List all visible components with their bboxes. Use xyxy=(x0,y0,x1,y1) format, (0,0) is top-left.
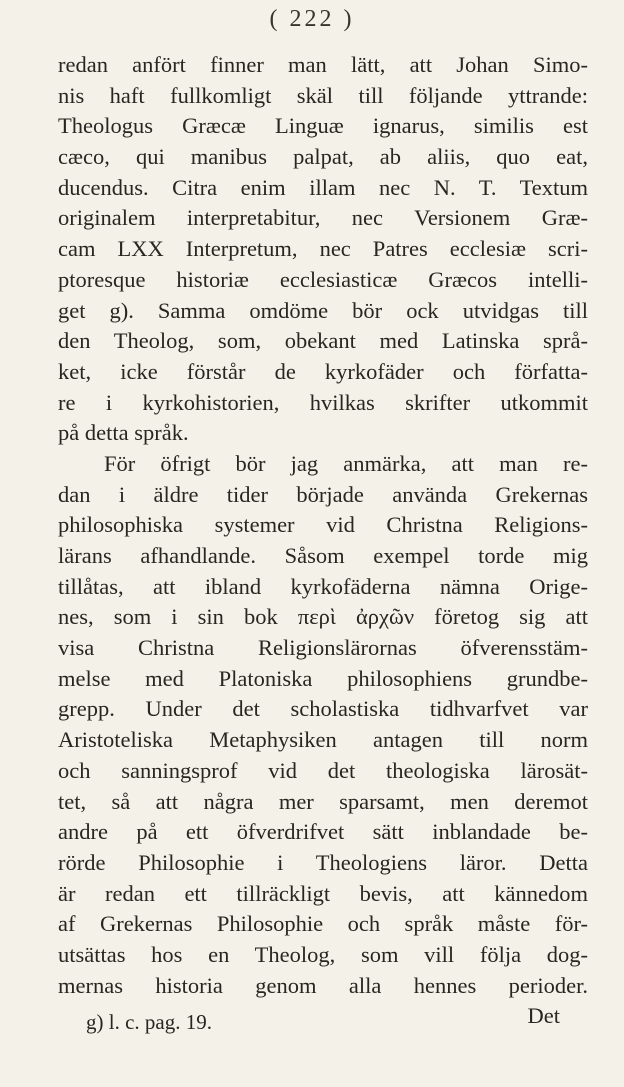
footnote: g) l. c. pag. 19. xyxy=(86,1010,212,1034)
text-line: cæco, qui manibus palpat, ab aliis, quo eat, xyxy=(58,144,588,170)
text-line: redan anfört finner man lätt, att Johan Simo- xyxy=(58,52,588,77)
text-line: Aristoteliska Metaphysiken antagen till norm xyxy=(58,727,588,753)
paragraph-start-line: För öfrigt bör jag anmärka, att man re- xyxy=(104,450,588,476)
text-line: re i kyrkohistorien, hvilkas skrifter utkommit xyxy=(58,389,588,415)
text-line: mernas historia genom alla hennes perioder. xyxy=(58,972,588,998)
text-line: ducendus. Citra enim illam nec N. T. Textum xyxy=(58,174,588,200)
text-line: Theologus Græcæ Linguæ ignarus, similis est xyxy=(58,113,588,139)
text-line: är redan ett tillräckligt bevis, att kännedom xyxy=(58,880,588,906)
text-line: dan i äldre tider började använda Grekernas xyxy=(58,481,588,507)
text-line: ket, icke förstår de kyrkofäder och författa- xyxy=(58,358,588,384)
text-line: nes, som i sin bok περὶ ἀρχῶν företog sig att xyxy=(58,604,588,630)
text-line: get g). Samma omdöme bör ock utvidgas till xyxy=(58,297,588,323)
text-line: visa Christna Religionslärornas öfverensstäm- xyxy=(58,635,588,661)
text-line: tillåtas, att ibland kyrkofäderna nämna Orige- xyxy=(58,573,588,599)
text-line: nis haft fullkomligt skäl till följande yttrande: xyxy=(58,82,588,108)
body-text xyxy=(58,50,588,1032)
text-line: grepp. Under det scholastiska tidhvarfvet var xyxy=(58,696,588,722)
paragraph-end-line: på detta språk. xyxy=(58,420,189,446)
text-line: och sanningsprof vid det theologiska lärosät- xyxy=(58,757,588,783)
text-line: den Theolog, som, obekant med Latinska språ- xyxy=(58,328,588,354)
text-line: cam LXX Interpretum, nec Patres ecclesiæ scri- xyxy=(58,236,588,262)
page-number: ( 222 ) xyxy=(269,6,355,32)
text-line: melse med Platoniska philosophiens grundbe- xyxy=(58,665,588,691)
text-line: tet, så att några mer sparsamt, men deremot xyxy=(58,788,588,814)
text-line: philosophiska systemer vid Christna Religions- xyxy=(58,512,588,538)
text-line: utsättas hos en Theolog, som vill följa dog- xyxy=(58,941,588,967)
text-line: af Grekernas Philosophie och språk måste för- xyxy=(58,911,588,937)
text-line: andre på ett öfverdrifvet sätt inblandade be- xyxy=(58,819,588,845)
text-line: ptoresque historiæ ecclesiasticæ Græcos intelli- xyxy=(58,266,588,292)
text-line: rörde Philosophie i Theologiens läror. Detta xyxy=(58,849,588,875)
text-line: originalem interpretabitur, nec Versionem Græ- xyxy=(58,205,588,231)
text-line: lärans afhandlande. Såsom exempel torde mig xyxy=(58,543,588,568)
catchword: Det xyxy=(527,1003,560,1029)
